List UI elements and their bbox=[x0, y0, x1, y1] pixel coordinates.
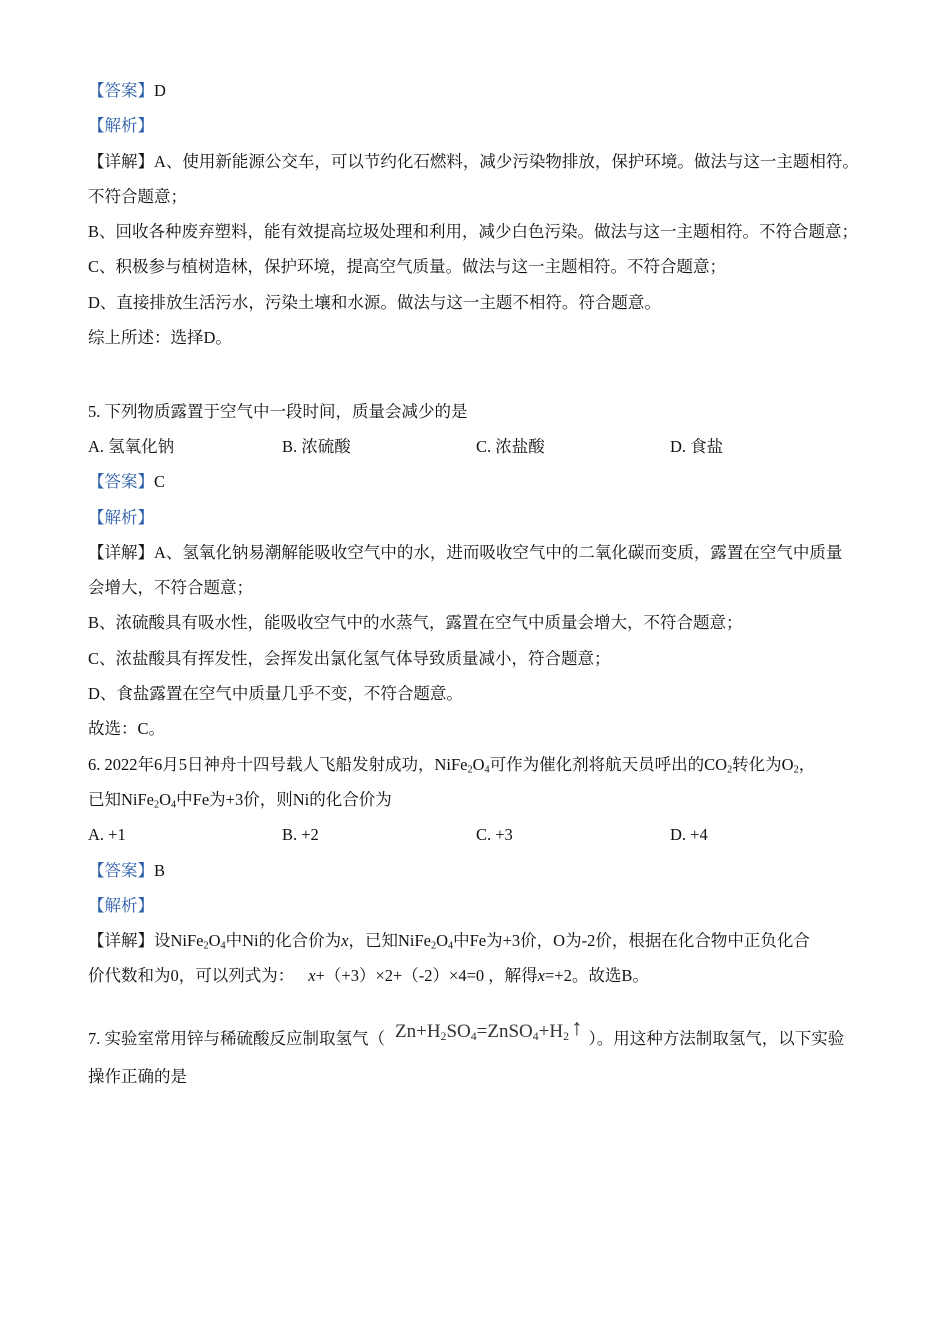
q6-stem-text: 6. 2022年6月5日神舟十四号载人飞船发射成功，NiFe bbox=[88, 754, 468, 774]
q5-stem-text: 5. 下列物质露置于空气中一段时间，质量会减少的是 bbox=[88, 401, 468, 421]
q5-conclusion-line bbox=[88, 711, 910, 746]
q6-answer-value: B bbox=[154, 860, 166, 880]
q7-stem-line-2 bbox=[88, 1059, 910, 1094]
detail-tag: 【详解】 bbox=[88, 931, 154, 951]
q6-stem-text: 已知NiFe bbox=[88, 789, 154, 809]
q5-option-c: C. 浓盐酸 bbox=[476, 436, 545, 456]
subscript: 2 bbox=[793, 764, 799, 776]
q6-answer-line bbox=[88, 853, 910, 888]
q4-detail-line bbox=[88, 144, 910, 179]
formula-part: SO bbox=[446, 1020, 471, 1042]
subscript: 2 bbox=[467, 764, 473, 776]
q6-analysis-line bbox=[88, 888, 910, 923]
q4-detail-line bbox=[88, 285, 910, 320]
q5-detail-text: C、浓盐酸具有挥发性，会挥发出氯化氢气体导致质量减小，符合题意； bbox=[88, 648, 611, 668]
q6-stem-text: 转化为O bbox=[732, 754, 794, 774]
q5-option-a: A. 氢氧化钠 bbox=[88, 436, 175, 456]
variable-x: x bbox=[341, 931, 349, 951]
q6-stem-line-2 bbox=[88, 782, 910, 817]
formula-part: +H bbox=[538, 1020, 564, 1042]
subscript: 2 bbox=[727, 764, 733, 776]
q4-detail-text: C、积极参与植树造林，保护环境，提高空气质量。做法与这一主题相符。不符合题意； bbox=[88, 257, 727, 277]
subscript: 4 bbox=[220, 940, 226, 952]
answer-tag: 【答案】 bbox=[88, 860, 154, 880]
subscript: 2 bbox=[430, 940, 437, 952]
q6-option-c: C. +3 bbox=[476, 825, 513, 845]
q5-detail-text: 会增大，不符合题意； bbox=[88, 578, 253, 598]
q6-detail-text: 中Ni的化合价为 bbox=[225, 931, 342, 951]
variable-x: x bbox=[308, 966, 316, 986]
q6-detail-text: O bbox=[208, 931, 221, 951]
q7-stem-text: 7. 实验室常用锌与稀硫酸反应制取氢气（ bbox=[88, 1028, 385, 1048]
subscript: 4 bbox=[532, 1029, 539, 1043]
q6-stem-text: O bbox=[159, 789, 172, 809]
q5-analysis-line bbox=[88, 500, 910, 535]
answer-tag: 【答案】 bbox=[88, 472, 154, 492]
q5-detail-line bbox=[88, 676, 910, 711]
q6-detail-text: ，已知NiFe bbox=[348, 931, 431, 951]
q6-stem-text: ， bbox=[798, 754, 816, 774]
q6-detail-text: 价代数和为0，可以列式为： bbox=[88, 966, 295, 986]
q6-detail-text: ，解得 bbox=[488, 966, 538, 986]
q4-detail-text: 综上所述：选择D。 bbox=[88, 328, 232, 348]
q4-conclusion-line bbox=[88, 320, 910, 355]
q6-detail-text: =+2。故选B。 bbox=[544, 966, 649, 986]
q6-detail-line-2 bbox=[88, 958, 910, 993]
q7-block bbox=[88, 1004, 910, 1094]
q4-detail-text: D、直接排放生活污水，污染土壤和水源。做法与这一主题不相符。符合题意。 bbox=[88, 292, 661, 312]
q6-detail-text: 中Fe为+3价，O为-2价，根据在化合物中正负化合 bbox=[453, 931, 810, 951]
subscript: 2 bbox=[203, 940, 209, 952]
gas-arrow-icon: ↑ bbox=[570, 1014, 583, 1040]
q4-detail-line bbox=[88, 179, 910, 214]
q5-detail-line bbox=[88, 605, 910, 640]
q4-detail-text: 不符合题意； bbox=[88, 186, 187, 206]
q5-answer-value: C bbox=[154, 472, 166, 492]
q6-stem-text: O bbox=[472, 754, 485, 774]
analysis-tag: 【解析】 bbox=[88, 895, 154, 915]
chemical-equation bbox=[395, 1014, 583, 1043]
detail-tag: 【详解】 bbox=[88, 542, 154, 562]
q5-stem bbox=[88, 394, 910, 429]
q5-detail-text: B、浓硫酸具有吸水性，能吸收空气中的水蒸气，露置在空气中质量会增大，不符合题意； bbox=[88, 613, 743, 633]
q7-stem-line-1 bbox=[88, 1004, 910, 1052]
q6-option-d: D. +4 bbox=[670, 825, 708, 845]
q6-stem-line-1 bbox=[88, 747, 910, 782]
q5-option-d: D. 食盐 bbox=[670, 436, 724, 456]
formula-part: =ZnSO bbox=[476, 1020, 533, 1042]
formula-part: Zn+H bbox=[395, 1020, 441, 1042]
variable-x: x bbox=[537, 966, 545, 986]
q4-detail-line bbox=[88, 214, 910, 249]
q6-detail-line-1 bbox=[88, 923, 910, 958]
subscript: 2 bbox=[563, 1029, 569, 1043]
spacer bbox=[88, 355, 910, 390]
q6-option-b: B. +2 bbox=[282, 825, 319, 845]
q4-detail-text: B、回收各种废弃塑料，能有效提高垃圾处理和利用，减少白色污染。做法与这一主题相符。不符合题意； bbox=[88, 222, 859, 242]
q4-detail-line bbox=[88, 249, 910, 284]
q6-detail-text: O bbox=[436, 931, 448, 951]
q5-option-b: B. 浓硫酸 bbox=[282, 436, 351, 456]
q6-detail-text: 设NiFe bbox=[154, 931, 204, 951]
subscript: 4 bbox=[448, 940, 454, 952]
q6-block bbox=[88, 747, 910, 994]
q5-options bbox=[88, 429, 910, 464]
q6-stem-text: 中Fe为+3价，则Ni的化合价为 bbox=[176, 789, 392, 809]
q5-detail-line bbox=[88, 535, 910, 570]
q6-option-a: A. +1 bbox=[88, 825, 126, 845]
q6-equation: +（+3）×2+（-2）×4=0 bbox=[315, 966, 485, 986]
subscript: 4 bbox=[484, 764, 490, 776]
q4-answer-value: D bbox=[154, 81, 166, 100]
answer-tag: 【答案】 bbox=[88, 81, 154, 100]
q6-options bbox=[88, 817, 910, 852]
q4-analysis-line bbox=[88, 108, 910, 143]
subscript: 4 bbox=[470, 1029, 477, 1043]
detail-tag: 【详解】 bbox=[88, 151, 154, 171]
q4-detail-text: A、使用新能源公交车，可以节约化石燃料，减少污染物排放，保护环境。做法与这一主题相符。 bbox=[154, 151, 859, 171]
analysis-tag: 【解析】 bbox=[88, 507, 154, 527]
q5-answer-line bbox=[88, 464, 910, 499]
subscript: 4 bbox=[171, 799, 177, 811]
analysis-tag: 【解析】 bbox=[88, 116, 154, 136]
subscript: 2 bbox=[440, 1029, 447, 1043]
q4-answer-line bbox=[88, 73, 910, 108]
q5-block bbox=[88, 394, 910, 747]
q4-solution bbox=[88, 73, 910, 355]
q5-detail-line bbox=[88, 641, 910, 676]
q5-detail-text: A、氢氧化钠易潮解能吸收空气中的水，进而吸收空气中的二氧化碳而变质，露置在空气中质量 bbox=[154, 542, 843, 562]
q7-stem-text: 操作正确的是 bbox=[88, 1066, 187, 1086]
q6-stem-text: 可作为催化剂将航天员呼出的CO bbox=[489, 754, 728, 774]
q5-detail-text: D、食盐露置在空气中质量几乎不变，不符合题意。 bbox=[88, 684, 463, 704]
q5-detail-line bbox=[88, 570, 910, 605]
q5-detail-text: 故选：C。 bbox=[88, 719, 166, 739]
subscript: 2 bbox=[154, 799, 160, 811]
q7-stem-text: ）。用这种方法制取氢气，以下实验 bbox=[588, 1028, 845, 1048]
